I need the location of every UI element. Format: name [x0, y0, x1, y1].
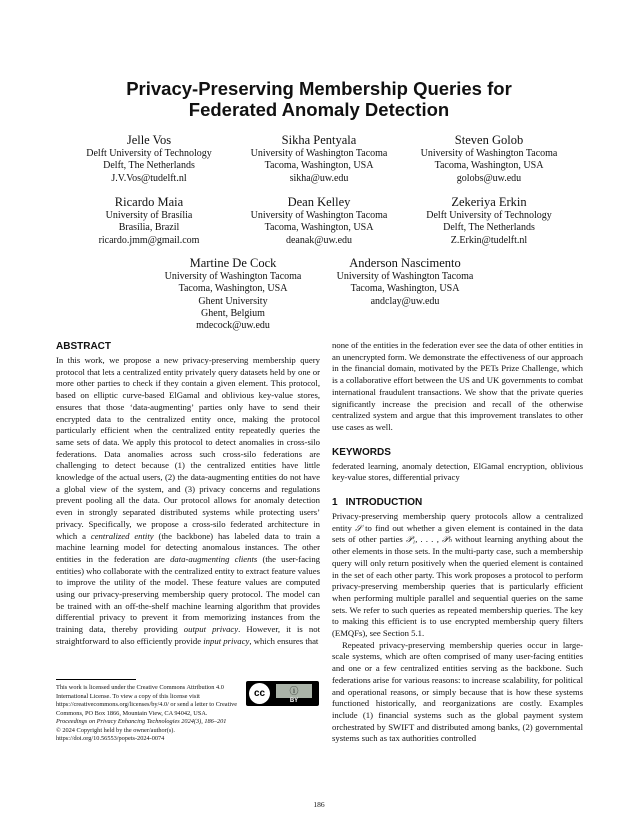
cc-by-badge[interactable]: [246, 681, 319, 706]
author-affiliation: Delft University of Technology: [86, 148, 212, 159]
author-name: Jelle Vos: [126, 133, 172, 147]
author-block: [147, 255, 319, 332]
author-email: andclay@uw.edu: [370, 295, 440, 307]
author-name: Zekeriya Erkin: [451, 195, 527, 209]
right-column: [332, 340, 583, 745]
author-location: Tacoma, Washington, USA: [264, 222, 374, 234]
author-email: J.V.Vos@tudelft.nl: [111, 172, 187, 184]
intro-text: Privacy-preserving membership query protocols allow a centralized entity: [332, 511, 583, 533]
author-row-2: [0, 194, 638, 247]
author-affiliation: University of Brasília: [105, 210, 193, 221]
doi-link[interactable]: https://doi.org/10.56553/popets-2024-0074: [56, 735, 165, 743]
author-name: Dean Kelley: [287, 195, 351, 209]
abstract-text: (the user-facing entities) who collaborate with the centralized entity to extract feature values to improve the utility of the model. These feature values are computed using our privacy-preserving membership query protocol. The model can be trained with an off-the-shelf machine learning algorithm that provides differential privacy to prevent it from memorizing instances from the training data, thereby providing: [56, 553, 321, 635]
title-line-1: Privacy-Preserving Membership Queries for: [126, 78, 512, 99]
math-symbol: 𝒮: [355, 522, 362, 533]
abstract-paragraph: [56, 355, 320, 648]
author-affiliation: University of Washington Tacoma: [420, 148, 558, 159]
abstract-text: (the backbone) has labeled data to train a machine learning model for detecting anomalous instances. The other entities in the federation are: [56, 530, 320, 564]
publication-info: [56, 718, 326, 744]
author-location: Brasília, Brazil: [118, 222, 180, 234]
abstract-emphasis: input privacy: [203, 635, 250, 646]
section-heading: [332, 496, 583, 509]
author-name: Sikha Pentyala: [281, 133, 357, 147]
author-location: Delft, The Netherlands: [443, 222, 535, 234]
cc-icon: cc: [249, 683, 270, 704]
title-line-2: Federated Anomaly Detection: [188, 99, 450, 120]
author-block: [64, 132, 234, 185]
author-email: deanak@uw.edu: [285, 234, 353, 246]
keywords-heading: KEYWORDS: [332, 446, 391, 458]
abstract-text: , which ensures that: [249, 635, 319, 646]
copyright: © 2024 Copyright held by the owner/author(s).: [56, 726, 175, 734]
author-block: [404, 194, 574, 247]
abstract-text: . However, it is not straightforward to also efficiently provide: [56, 624, 320, 646]
intro-paragraph-2: Repeated privacy-preserving membership queries occur in large-scale systems, which are often comprised of many user-facing entities and one or a few centralized entities serving as the backbone. Such federations arise for various reasons: to increase scalability, for political and operational reasons, or simply because that is how these systems functioned historically, and reorganizations are costly. Examples include (1) financial systems such as the global payment system orchestrated by SWIFT and distributed among banks, (2) governmental systems such as tax authorities controlled: [332, 639, 583, 744]
author-name: Ricardo Maia: [114, 195, 184, 209]
author-block: [404, 132, 574, 185]
author-email: mdecock@uw.edu: [196, 320, 270, 332]
author-block: [319, 255, 491, 332]
author-name: Anderson Nascimento: [349, 256, 461, 270]
author-location: Tacoma, Washington, USA: [264, 160, 374, 172]
author-affiliation: Delft University of Technology: [426, 210, 552, 221]
keywords-text: federated learning, anomaly detection, ElGamal encryption, oblivious key-value stores, differential privacy: [332, 460, 583, 483]
intro-paragraph-1: [332, 511, 583, 640]
author-location: Delft, The Netherlands: [103, 160, 195, 172]
paper-title: [0, 78, 638, 120]
author-name: Steven Golob: [454, 133, 524, 147]
abstract-continuation: none of the entities in the federation ever see the data of other entities in an unencrypted form. We demonstrate the effectiveness of our approach in the financial domain, motivated by the PETs Prize Challenge, which is a collaborative effort between the US and UK governments to combat international fraudulent transactions. We show that the private queries significantly increase the precision and recall of the otherwise centralized system and argue that this improvement translates to other use cases as well.: [332, 340, 583, 432]
author-location: Tacoma, Washington, USA: [350, 283, 460, 295]
abstract-heading: ABSTRACT: [56, 341, 111, 352]
author-row-1: [0, 132, 638, 185]
abstract-emphasis: output privacy: [183, 624, 239, 635]
author-email: ricardo.jmm@gmail.com: [98, 234, 200, 246]
author-location: Tacoma, Washington, USA: [178, 283, 288, 295]
author-location: Tacoma, Washington, USA: [434, 160, 544, 172]
abstract-text: In this work, we propose a new privacy-preserving membership query protocol that lets a centralized entity privately query datasets held by one or more other parties to check if they contain a given element. This protocol, based on elliptic curve-based ElGamal and oblivious key-value stores, ensures that those ‘data-augmenting’ parties only have to send their encrypted data to the centralized entity once, making the protocol particularly efficient when the centralized entity repeatedly queries the same sets of data. We apply this protocol to detect anomalies in cross-silo federations. Data anomalies across such cross-silo federations are challenging to detect because (1) the centralized entities have little knowledge of the actual users, (2) the data-augmenting entities do not have a global view of the system, and (3) privacy concerns and regulations prevent pooling all the data. Our protocol allows for anomaly detection even in strongly separated distributed systems while protecting users’ privacy. Specifically, we propose a cross-silo federated architecture in which a: [56, 355, 320, 541]
author-row-3: [0, 255, 638, 332]
intro-text: without learning anything about the other elements in those sets. In the multi-party case, such a membership query will only return positively when the queried element is contained in the set of each other party. This work proposes a protocol to perform privacy-preserving membership queries that is particularly efficient when performing multiple parallel and sequential queries on the same sets. We refer to such queries as repeated membership queries. The key to making this efficient is to use encrypted membership query filters (EMQFs), see Section 5.1.: [332, 534, 584, 639]
abstract-emphasis: data-augmenting clients: [170, 553, 258, 564]
author-email: golobs@uw.edu: [456, 172, 522, 184]
abstract-emphasis: centralized entity: [90, 530, 154, 541]
journal-name: Proceedings on Privacy Enhancing Technologies 2024(3), 186–201: [56, 718, 227, 725]
left-column: [56, 340, 320, 648]
author-affiliation: University of Washington Tacoma: [336, 271, 474, 282]
author-email: Z.Erkin@tudelft.nl: [450, 234, 528, 246]
author-affiliation: University of Washington Tacoma: [250, 148, 388, 159]
author-name: Martine De Cock: [189, 256, 277, 270]
section-number: 1: [332, 497, 338, 509]
author-affiliation: University of Washington Tacoma: [250, 210, 388, 221]
page-number: 186: [313, 800, 325, 809]
author-block: [64, 194, 234, 247]
author-affiliation-2: Ghent University: [198, 295, 268, 307]
author-email: sikha@uw.edu: [289, 172, 349, 184]
author-location-2: Ghent, Belgium: [201, 307, 265, 319]
author-block: [234, 194, 404, 247]
author-affiliation: University of Washington Tacoma: [164, 271, 302, 282]
math-symbol: 𝒫₁, . . . , 𝒫ₙ: [406, 534, 452, 545]
by-label: BY: [289, 698, 299, 704]
license-text: This work is licensed under the Creative Commons Attribution 4.0 International License. To view a copy of this license visit https://creativecommons.org/licenses/by/4.0/ or send a letter to Creative Commons, PO Box 1866, Mountain View, CA 94042, USA.: [56, 684, 238, 717]
attribution-icon: ⓘ: [276, 684, 312, 698]
author-block: [234, 132, 404, 185]
section-title: INTRODUCTION: [345, 497, 423, 509]
footnote-rule: [56, 679, 136, 680]
intro-text: to find out whether a given element is contained in the data sets of other parties: [332, 522, 583, 545]
